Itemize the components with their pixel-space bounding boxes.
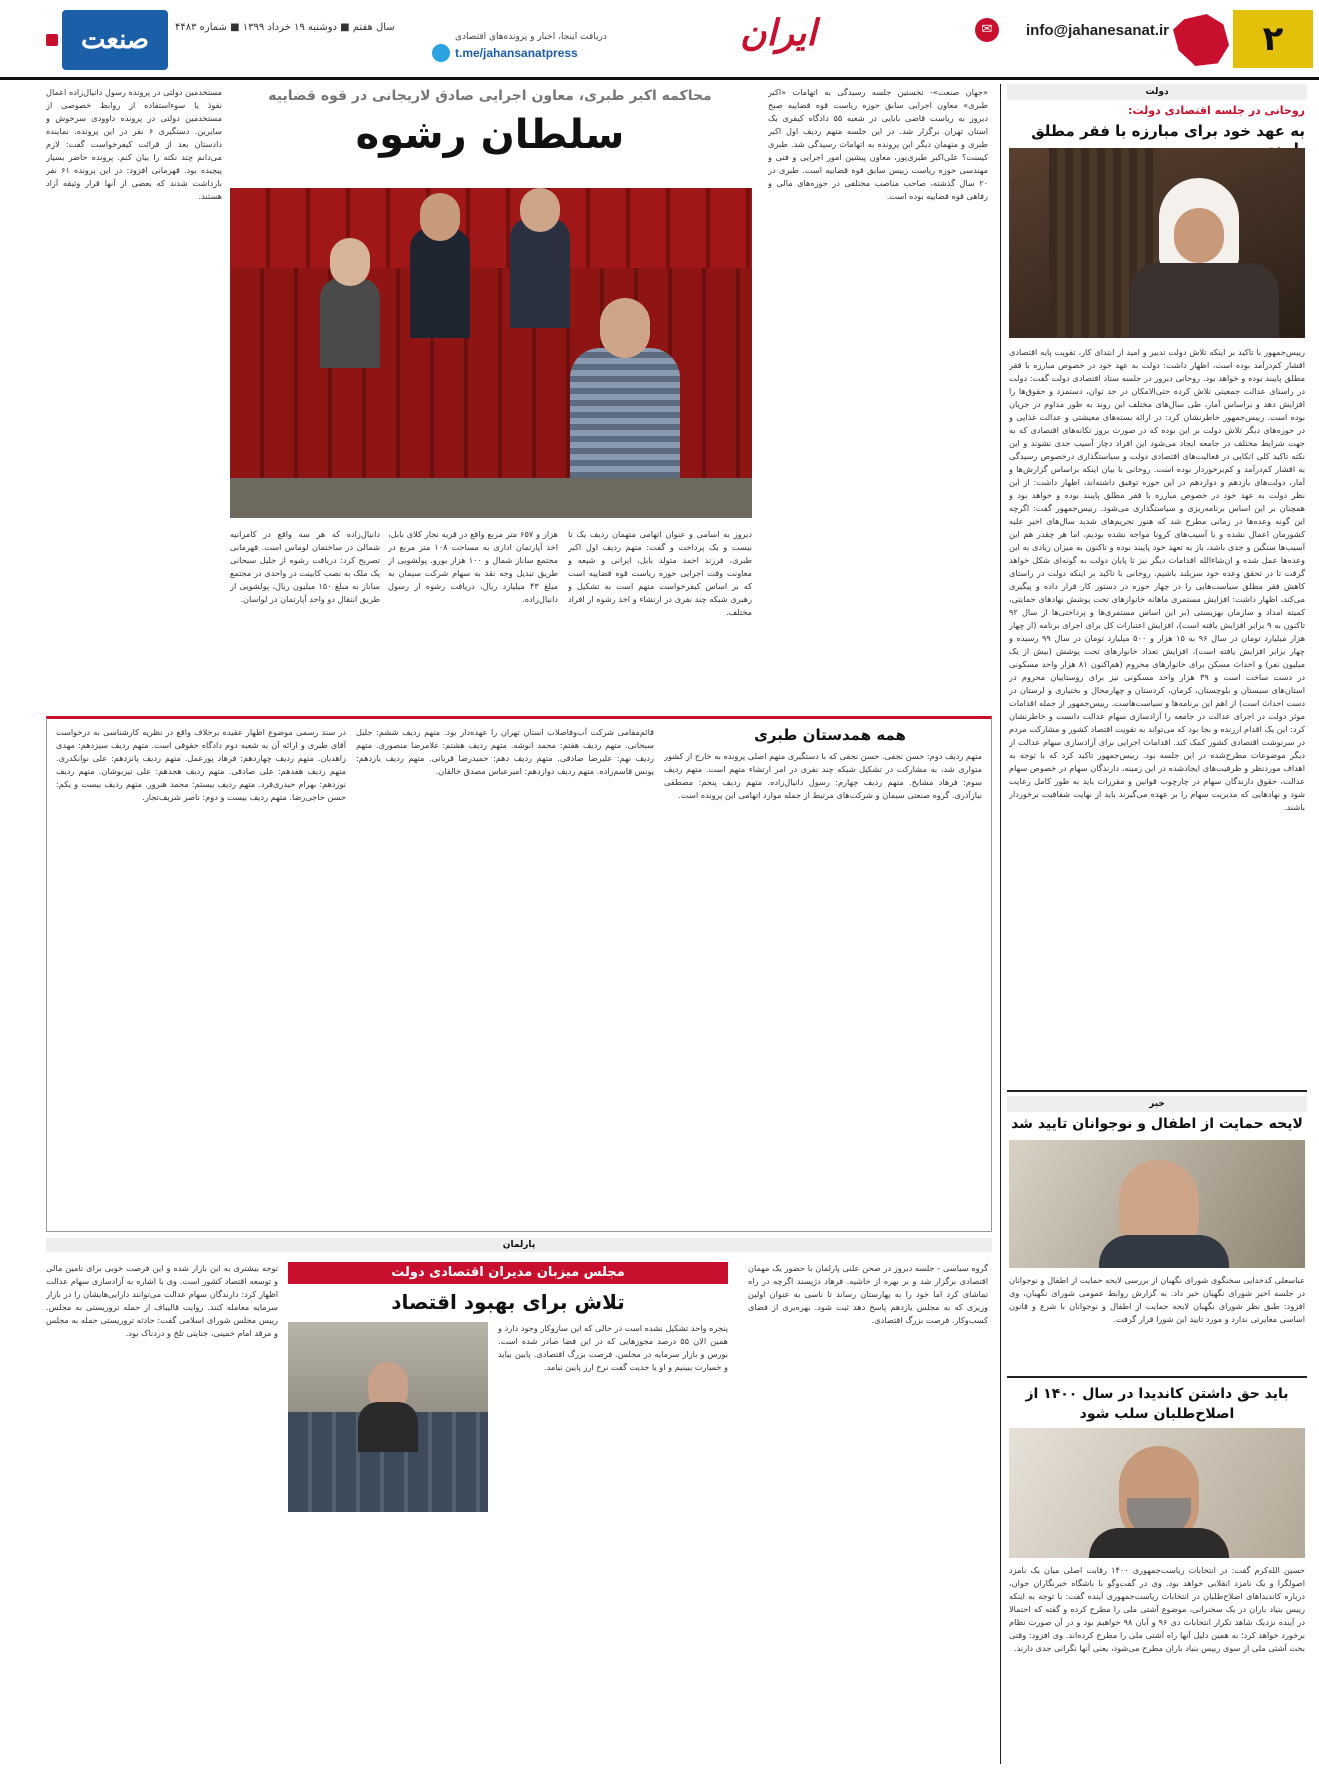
main-kicker: محاکمه اکبر طبری، معاون اجرایی صادق لاریجانی در قوه قضاییه [268, 88, 712, 104]
defendants-col-2: قائم‌مقامی شرکت آب‌وفاضلاب استان تهران را عهده‌دار بود. متهم ردیف ششم: جلیل سبحانی. متهم ردیف هفتم: محمد انوشه. متهم ردیف هشتم: غلامرضا منصوری. متهم ردیف نهم: علیرضا صادقی. متهم ردیف دهم: حمیدرضا قربانی. متهم ردیف یازدهم: یونس قاسم‌زاده. متهم ردیف دوازدهم: امیرعباس مصدق خالقان. [356, 727, 654, 776]
defendants-col-3: در سند رسمی موضوع اظهار عقیده برخلاف واقع در نظریه کارشناسی به درخواست آقای طبری و ارائه آن به شعبه دوم دادگاه حقوقی است. متهم ردیف سیزدهم: مهدی زاهدیان. متهم ردیف چهاردهم: فرهاد پورعمل. متهم ردیف پانزدهم: علی نوانکدری. متهم ردیف هفدهم: علی صادقی. متهم ردیف هجدهم: علی تیربوشان. متهم ردیف نوزدهم: بهرام حیدری‌فرد. متهم ردیف بیستم: محمد هنرور. متهم ردیف بیست و یکم: حسن حاجی‌رضا. متهم ردیف بیست و دوم: ناصر شریف‌تجار. [56, 727, 346, 802]
rouhani-photo [1009, 148, 1305, 338]
news-headline: لایحه حمایت از اطفال و نوجوانان تایید شد [1011, 1116, 1303, 1132]
parliament-col-3: توجه بیشتری به این بازار شده و این فرصت خوبی برای تامین مالی و توسعه اقتصاد کشور است. وی با اشاره به آزادسازی سهام عدالت اظهار کرد: دارندگان سهام عدالت می‌توانند دارایی‌هایشان را در بازار سرمایه معامله کنند. روایت قالیباف از حمله تروریستی به مجلس. رییس مجلس شورای اسلامی گفت: حادثه تروریستی حمله به مجلس و مرقد امام خمینی، جنایتی تلخ و دردناک بود. [46, 1263, 278, 1338]
main-col-1: «جهان صنعت»- نخستین جلسه رسیدگی به اتهامات «اکبر طبری» معاون اجرایی سابق حوزه ریاست قوه قضاییه صبح دیروز به ریاست قاضی بابایی در شعبه ۵۵ دادگاه کیفری یک استان تهران برگزار شد. در این جلسه متهم ردیف اول اکبر طبری و متهمان دیگر این پرونده به اتهامات رسیدگی شد. طبری کیست؟ علی‌اکبر طبری‌پور، معاون پیشین امور اجرایی و فنی و مهندسی حوزه ریاست رییس سابق قوه قضاییه است. طبری در ۲۰ سال گذشته، صاحب مناصب مختلفی در حوزه‌های مالی و رفاهی قوه قضاییه بوده است. [768, 87, 988, 201]
parliament-col-2: پنجره واحد تشکیل نشده است در حالی که این سازوکار وجود دارد و همین الان ۵۵ درصد مجوزهایی که در این فضا صادر شده است. بورس و بازار سرمایه در مجلس. فرصت بزرگ اقتصادی. پایین بیاید و خسارت ببینیم و او یا جدیت گفت نرخ ارز پایین نیامد. [498, 1323, 728, 1372]
email-address[interactable]: info@jahanesanat.ir [1026, 22, 1169, 39]
date-line: سال هفتم ■ دوشنبه ۱۹ خرداد ۱۳۹۹ ■ شماره ۴۴۸۳ [175, 22, 395, 33]
main-col-3: هزار و ۶۵۷ متر مربع واقع در قریه نجار کلای بابل، اخذ آپارتمان اداری به مساحت ۱۰۸ متر مربع در مجتمع ساناز شمال و ۱۰۰ هزار یورو. پولشویی از طریق تبدیل وجه نقد به سهام شرکت سیمان به مبلغ ۴۳ میلیارد ریال، دریافت رشوه از رسول دانیال‌زاده. [388, 529, 558, 604]
section-label: دولت [1145, 87, 1169, 97]
parliament-col-2b [288, 1520, 488, 1762]
main-headline: سلطان رشوه [355, 112, 625, 158]
parliament-headline: تلاش برای بهبود اقتصاد [391, 1290, 625, 1314]
parliament-section-label: پارلمان [502, 1240, 536, 1250]
kadkhodaei-photo [1009, 1140, 1305, 1268]
story-headline: به عهد خود برای مبارزه با فقر مطلق [1031, 122, 1305, 140]
parliament-label-bar [46, 1238, 992, 1252]
news-body: عباسعلی کدخدایی سخنگوی شورای نگهبان از بررسی لایحه حمایت از اطفال و نوجوانان در جلسه اخیر شورای نگهبان خبر داد. به گزارش روابط عمومی شورای نگهبان، وی افزود: طبق نظر شورای نگهبان لایحه حمایت از اطفال و نوجوانان با شرع و قانون اساسی مغایرتی ندارد و مورد تایید این شورا قرار گرفت. [1009, 1275, 1305, 1324]
masthead [0, 0, 1319, 80]
parliament-col-1: گروه سیاسی - جلسه دیروز در صحن علنی پارلمان با حضور یک مهمان اقتصادی برگزار شد و بر بهره از حاشیه. فرهاد دژپسند اگرچه در راه تماشای کرد اما خود را به پهارستان رساند تا ناسی به عنوان اولین وزیری که به مجلس یازدهم پاسخ دهد ثبت شود. بهره‌بری از فضای کسب‌وکار. فرصت بزرگ اقتصادی. [748, 1263, 988, 1325]
defendants-title: همه همدستان طبری [754, 726, 906, 744]
telegram-icon [432, 44, 450, 62]
parliament-photo [288, 1322, 488, 1512]
main-col-5: مستخدمین دولتی در پرونده رسول دانیال‌زاده اعمال نفوذ یا سوءاستفاده از روابط خصوصی از مستخدمین دولتی در پرونده داوودی سرخوش و سایرین. دستگیری ۶ نفر در این پرونده. نماینده دادستان بعد از قرائت کیفرخواست گفت: لازم می‌دانم چند نکته را بیان کنم. پرونده حاضر بسیار پیچیده بود. قهرمانی افزود: در این پرونده ۶۱ نفر بازداشت شدند که بعضی از آنها قرار وثیقه آزاد هستند. [46, 87, 222, 201]
main-col-4: دانیال‌زاده که هر سه واقع در کامرانیه شمالی در ساختمان لوماس است. قهرمانی تصریح کرد: دریافت رشوه از جلیل سبحانی یک ملک به نصب کابینت در واحدی در مجتمع ساناز به مبلغ ۱۵۰ میلیون ریال، پولشویی از طریق انتقال دو واحد آپارتمان در لواسان. [230, 529, 380, 604]
section-title: ایران [740, 12, 817, 54]
news-label-bar [1007, 1096, 1307, 1112]
section-label-bar [1007, 84, 1307, 100]
column-divider [1000, 84, 1001, 1764]
story-body: رییس‌جمهور با تاکید بر اینکه تلاش دولت تدبیر و امید از ابتدای کار، تقویت پایه اقتصادی اقشار کم‌درآمد بوده است، اظهار داشت: دولت به عهد خود در خصوص مبارزه با فقر مطلق پایبند بوده و خواهد بود. روحانی دیروز در جلسه ستاد اقتصادی دولت گفت: دولت در راستای عدالت جمعیتی تلاش کرده حتی‌الامکان در حد توان، دستمزد و حقوق‌ها را افزایش دهد و براساس آمار، طی سال‌های مختلف این روند به طور مداوم در جریان بوده است. رییس‌جمهور خاطرنشان کرد: در ارائه بسته‌های معیشتی و عدالت غذایی و در حوزه‌های دیگر تلاش دولت بر این بوده که در صورت بروز تکانه‌های اقتصادی که به جهت شرایط مختلف در جامعه ایجاد می‌شود این افراد دچار آسیب جدی نشوند و این نکته تاکید کلی اتکایی در فعالیت‌های اقتصادی دولت و سیاستگذاری درخصوص رسیدگی به اقشار کم‌درآمد و کم‌برخوردار بوده است. روحانی با بیان اینکه براساس گزارش‌ها و آمار، دولت‌های یازدهم و دوازدهم در این حوزه توفیق داشته‌اند، اظهار داشت: از این نظر دولت به عهد خود در خصوص مبارزه با فقر مطلق پایبند بوده و خواهد بود و همچنان بر این اساس برنامه‌ریزی و سیاستگذاری می‌شود. رییس‌جمهور گفت: اگرچه این گونه وعده‌ها در زمانی مطرح شد که هنوز تحریم‌های شدید سال‌های اخیر علیه کشورمان اعمال نشده و با آسیب‌های کرونا مواجه نشده بودیم، اما هر چقدر هم این آسیب‌ها سنگین و جدی باشد، باز به تعهد خود پایبند بوده و تاکنون به میزان زیادی به این وعده‌ها عمل شده و ان‌شاءالله اقدامات دیگر نیز تا پایان دولت به گونه‌ای شکل خواهد گرفت تا در تحقق وعده خود سربلند باشیم. روحانی با تاکید بر اینکه دولت در راستای کاهش فقر مطلق سیاست‌هایی را در چهار حوزه در دستور کار قرار داده و پیگیری می‌کند، اظهار داشت: افزایش مستمری ماهانه خانوارهای تحت پوشش نهادهای حمایتی، کمیته امداد و سازمان بهزیستی (بر این اساس مستمری‌ها و پرداختی‌ها از سال ۹۲ تاکنون به ۹ برابر افزایش یافته است)، افزایش اعتبارات کل برای اجرای برنامه (از چهار هزار میلیارد تومان در سال ۹۶ به ۱۵ هزار و ۵۰۰ میلیارد تومان در سال ۹۹ رسیده و چهار برابر افزایش یافته است)، افزایش تعداد خانوارهای تحت پوشش (بیش از یک میلیون نفر) و احداث مسکن برای خانوارهای محروم (هم‌اکنون ۸۱ هزار واحد مسکونی در دست ساخت است و ۳۹ هزار واحد مسکونی نیز برای روستاییان محروم در استان‌های سیستان و بلوچستان، کرمان، کردستان و چهارمحال و بختیاری و لرستان در دست احداث است) از اهم این برنامه‌ها و سیاست‌هاست. رییس‌جمهور از جمله اقدامات موثر دولت در اجرای عدالت در جامعه را آزادسازی سهام عدالت دانست و خاطرنشان کرد: این یک اقدام ارزنده و بجا بود که می‌تواند به تقویت اقتصاد کشور و مشارکت مردم در سرنوشت اقتصادی کشور کمک کند. اقدامات اجرایی برای آزادسازی سهام عدالت از دیگر موضوعات مطرح‌شده در این جلسه بود. رییس‌جمهور تاکید کرد که با توجه به اهداف مورد‌نظر و ظرفیت‌های ایجادشده در این زمینه، دارندگان سهام در خصوص سهام عدالت، حقوق دارندگان سهام در چارچوب قوانین و مقررات باید به طور کامل رعایت شود و نهادهایی که مدیریت سهام را بر عهده می‌گیرند باید از نهایت شفافیت برخوردار باشند. [1009, 347, 1305, 812]
iran-map-icon [1173, 14, 1229, 66]
newspaper-logo: صنعت [62, 10, 168, 70]
courtroom-photo [230, 188, 752, 518]
parliament-redbar: مجلس میزبان مدیران اقتصادی دولت [288, 1262, 728, 1284]
divider [1007, 1090, 1307, 1092]
candidate-body: حسین الله‌کرم گفت: در انتخابات ریاست‌جمهوری ۱۴۰۰ رقابت اصلی میان یک نامزد اصولگرا و یک نامزد انقلابی خواهد بود. وی در گفت‌وگو با باشگاه خبرنگاران جوان، درباره کاندیداهای اصلاح‌طلبان در انتخابات ریاست‌جمهوری آینده گفت: با توجه به اینکه رییس بنیاد باران در یک سخنرانی، موضوع آشتی ملی را مطرح کرده و گفته که احتمالا در آینده نزدیک شاهد تکرار انتخابات دی ۹۶ و آبان ۹۸ خواهیم بود و در آن صورت نظام برخورد خواهد کرد؛ به همین دلیل آنها راه آشتی ملی را مطرح کرده‌اند. وی افزود: وقتی بحث آشتی ملی از سوی رییس بنیاد باران مطرح می‌شود، یعنی آنها نگرانی جدی دارند. [1009, 1565, 1305, 1653]
logo-dot [46, 34, 58, 46]
divider [1007, 1376, 1307, 1378]
telegram-link[interactable]: t.me/jahansanatpress [455, 46, 578, 60]
main-col-2: دیروز به اسامی و عنوان اتهامی متهمان ردیف یک تا بیست و یک پرداخت و گفت: متهم ردیف اول اکبر طبری، فرزند احمد متولد بابل، ایرانی و شیعه و معاونت وقت اجرایی حوزه ریاست قوه قضاییه است که بر اساس کیفرخواست متهم است به تشکیل و رهبری شبکه چند نفری در ارتشاء و اخذ رشوه از افراد مختلف. [568, 529, 752, 617]
news-section-label: خبر [1149, 1099, 1165, 1109]
candidate-headline: باید حق داشتن کاندیدا در سال ۱۴۰۰ از اصلاح‌طلبان سلب شود [1025, 1386, 1289, 1422]
mail-icon: ✉ [975, 18, 999, 42]
page-number: ۲ [1233, 10, 1313, 68]
telegram-caption: دریافت اینجا، اخبار و پرونده‌های اقتصادی [455, 32, 607, 42]
story-kicker: روحانی در جلسه اقتصادی دولت: [1128, 104, 1305, 117]
defendants-col-1: متهم ردیف دوم: حسن نجفی. حسن نجفی که با دستگیری متهم اصلی پرونده به خارج از کشور متواری شد، به مشارکت در تشکیل شبکه چند نفری در امر ارتشاء متهم است. متهم ردیف سوم: فرهاد مشایخ. متهم ردیف چهارم: رسول دانیال‌زاده. متهم ردیف پنجم: مصطفی نیازآذری. گروه صنعتی سیمان و شرکت‌های مرتبط از جمله موارد اتهامی این پرونده است. [664, 751, 982, 800]
allahkaram-photo [1009, 1428, 1305, 1558]
